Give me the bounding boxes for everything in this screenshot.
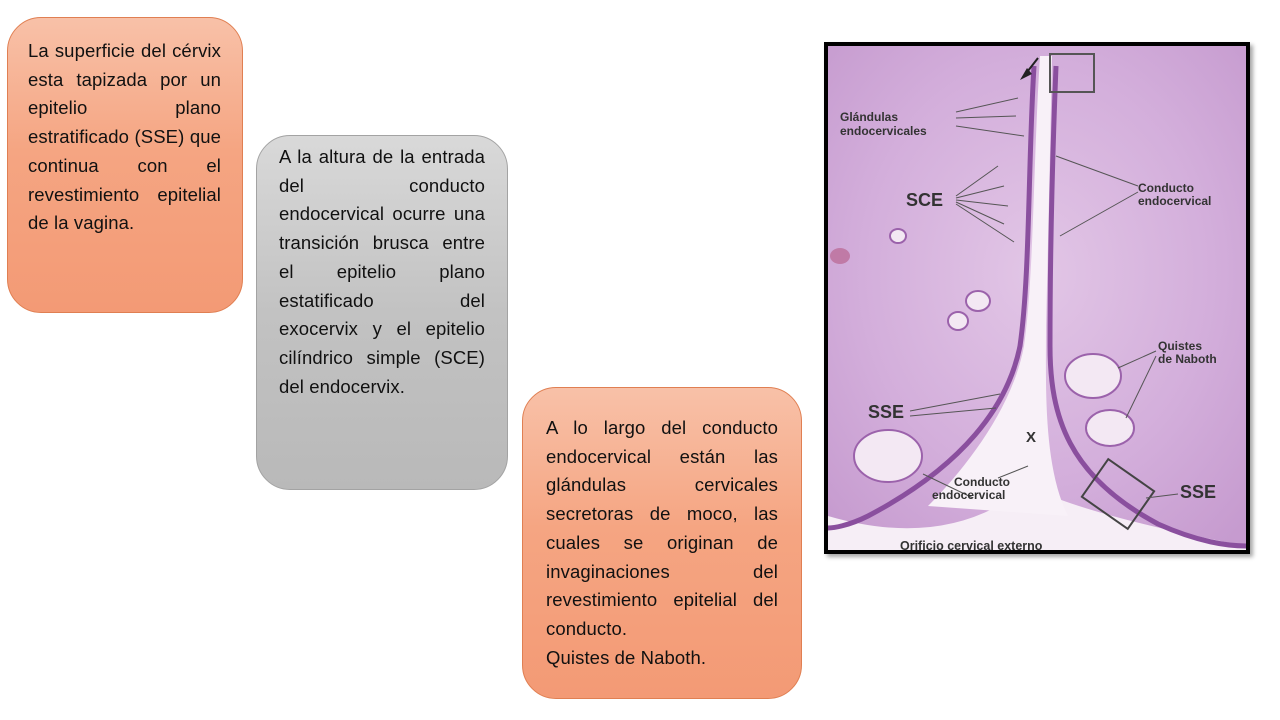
- label-sse-right: SSE: [1180, 482, 1217, 502]
- label-orificio: Orificio cervical externo: [900, 539, 1043, 550]
- label-sce: SCE: [906, 190, 944, 210]
- text-quistes: Quistes de Naboth.: [546, 646, 707, 668]
- vessel: [830, 248, 850, 264]
- label-conducto-top-2: endocervical: [1138, 194, 1212, 208]
- text-superficie: La superficie del cérvix esta tapizada por un epitelio plano estratificado (SSE) que continua con el revestimiento epitelial de la vagina.: [28, 40, 221, 234]
- cervix-histology-image: [828, 46, 1246, 550]
- nabothian-cyst: [1065, 354, 1121, 398]
- label-sse-left: SSE: [868, 402, 905, 422]
- text-box-transicion: [256, 135, 508, 490]
- histology-figure: [824, 42, 1250, 554]
- text-box-superficie: [7, 17, 243, 313]
- label-quistes-2: de Naboth: [1158, 352, 1217, 366]
- label-conducto-top-1: Conducto: [1138, 181, 1194, 195]
- label-x: X: [1026, 429, 1037, 446]
- gland: [890, 229, 906, 243]
- label-quistes-1: Quistes: [1158, 339, 1203, 353]
- text-glandulas: A lo largo del conducto endocervical están las glándulas cervicales secretoras de moco, las cuales se originan de invaginaciones del revestimiento epitelial del conducto.: [546, 417, 778, 639]
- cyst-left: [854, 430, 922, 482]
- label-conducto-bottom-2: endocervical: [932, 488, 1006, 502]
- text-transicion: A la altura de la entrada del conducto endocervical ocurre una transición brusca entre el epitelio plano estatificado del exocervix y el epitelio cilíndrico simple (SCE) del endocervix.: [279, 146, 485, 397]
- label-glandulas-1: Glándulas: [840, 110, 899, 124]
- label-glandulas-2: endocervicales: [840, 124, 927, 138]
- gland: [948, 312, 968, 330]
- text-box-glandulas: [522, 387, 802, 699]
- label-conducto-bottom-1: Conducto: [954, 475, 1010, 489]
- gland: [966, 291, 990, 311]
